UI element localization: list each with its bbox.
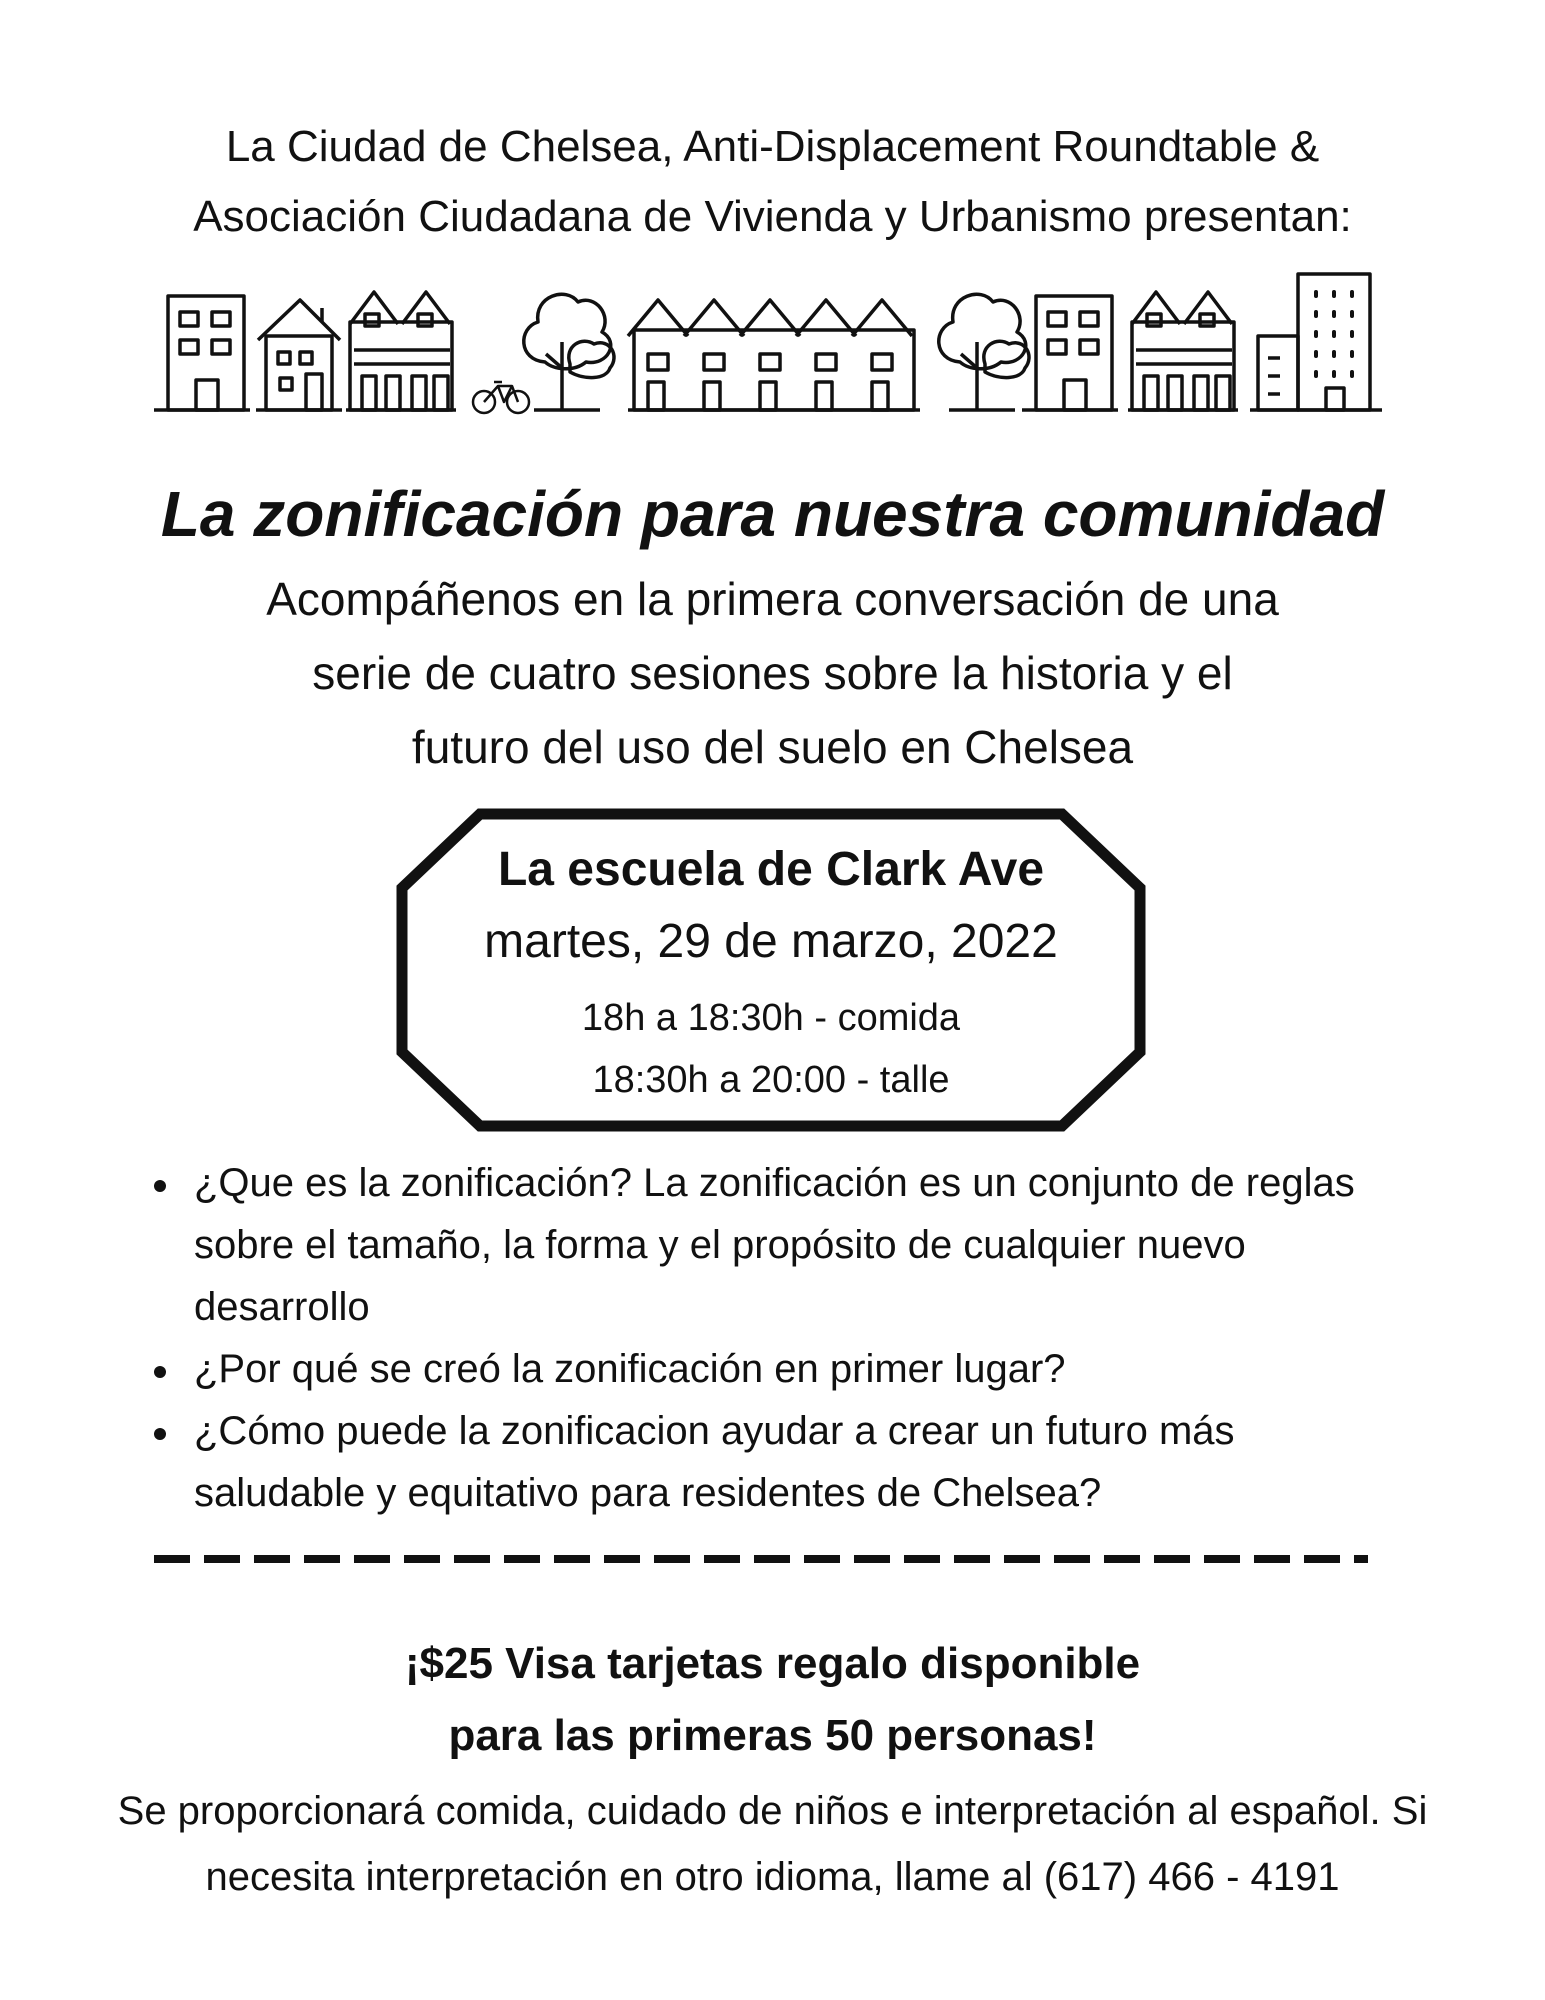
list-item: ¿Que es la zonificación? La zonificación es un conjunto de reglas sobre el tamaño, la forma y el propósito de cualquier nuevo desarrollo bbox=[148, 1152, 1408, 1338]
event-venue: La escuela de Clark Ave bbox=[497, 843, 1045, 896]
intro-text bbox=[0, 562, 1545, 784]
list-item: ¿Por qué se creó la zonificación en primer lugar? bbox=[148, 1338, 1408, 1400]
footer-line: necesita interpretación en otro idioma, llame al (617) 466 - 4191 bbox=[205, 1855, 1340, 1899]
intro-line: futuro del uso del suelo en Chelsea bbox=[411, 721, 1134, 773]
apartment-building-icon bbox=[1022, 296, 1118, 410]
footer-line: Se proporcionará comida, cuidado de niños e interpretación al español. Si bbox=[117, 1789, 1428, 1833]
office-tower-icon bbox=[1250, 274, 1382, 410]
rowhouses-icon bbox=[628, 300, 920, 410]
presenters-line: Asociación Ciudadana de Vivienda y Urbanismo presentan: bbox=[193, 192, 1352, 241]
gift-card-notice bbox=[0, 1628, 1545, 1772]
gift-line: para las primeras 50 personas! bbox=[448, 1711, 1097, 1760]
presenters-line: La Ciudad de Chelsea, Anti-Displacement Roundtable & bbox=[225, 122, 1320, 171]
apartment-building-icon bbox=[154, 296, 250, 410]
tree-icon bbox=[524, 294, 614, 410]
intro-line: serie de cuatro sesiones sobre la historia y el bbox=[312, 647, 1233, 699]
townhouse-icon bbox=[346, 292, 456, 410]
skyline-illustration bbox=[150, 272, 1395, 420]
event-time-food: 18h a 18:30h - comida bbox=[581, 997, 961, 1039]
bicycle-icon bbox=[473, 382, 529, 413]
intro-line: Acompáñenos en la primera conversación de una bbox=[266, 573, 1279, 625]
footer-note bbox=[0, 1778, 1545, 1910]
event-details-box bbox=[396, 808, 1146, 1132]
event-date: martes, 29 de marzo, 2022 bbox=[484, 915, 1058, 968]
house-icon bbox=[256, 300, 342, 410]
event-time-workshop: 18:30h a 20:00 - talle bbox=[592, 1059, 950, 1101]
tree-icon bbox=[939, 294, 1029, 410]
questions-list bbox=[148, 1152, 1408, 1524]
list-item: ¿Cómo puede la zonificacion ayudar a crear un futuro más saludable y equitativo para residentes de Chelsea? bbox=[148, 1400, 1408, 1524]
dashed-divider bbox=[152, 1552, 1370, 1566]
townhouse-icon bbox=[1128, 292, 1238, 410]
gift-line: ¡$25 Visa tarjetas regalo disponible bbox=[404, 1639, 1141, 1688]
page-title: La zonificación para nuestra comunidad bbox=[160, 478, 1385, 550]
presenters-heading bbox=[0, 112, 1545, 252]
